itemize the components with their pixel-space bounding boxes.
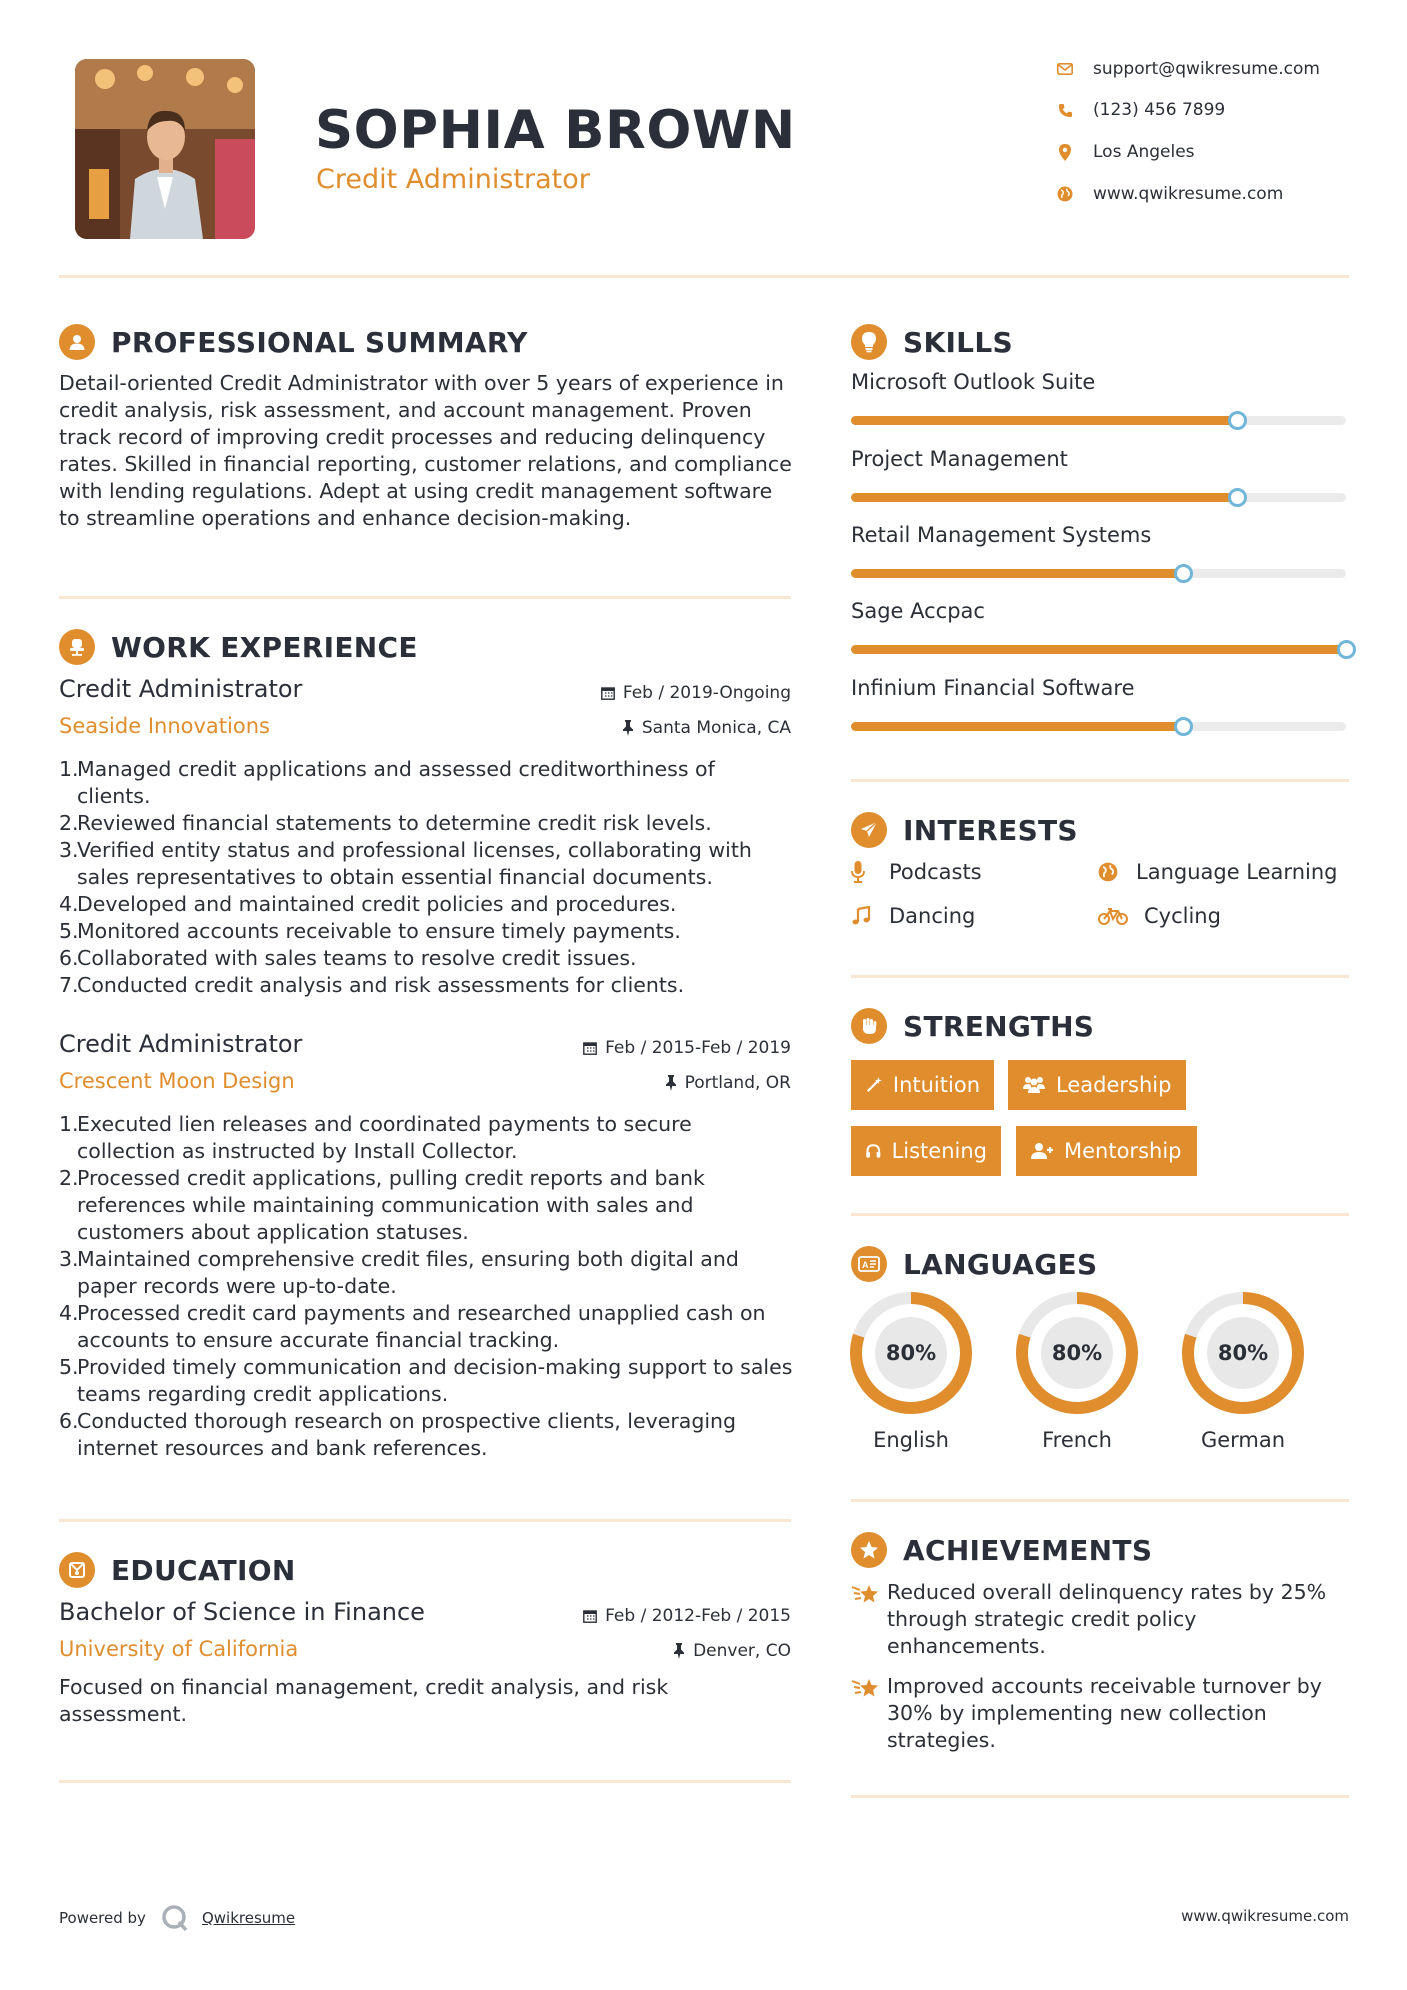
achievement-item (851, 1673, 1349, 1754)
languages-divider (851, 1499, 1349, 1502)
languages-title: LANGUAGES (903, 1247, 1098, 1281)
education-divider (59, 1780, 791, 1783)
candidate-role: Credit Administrator (316, 164, 590, 195)
calendar-icon (583, 1041, 597, 1055)
interest-item (1098, 904, 1221, 928)
job-2-dates-text: Feb / 2015-Feb / 2019 (605, 1038, 791, 1058)
headphones-icon (865, 1141, 882, 1161)
job-1-location-text: Santa Monica, CA (641, 718, 791, 738)
interests-title: INTERESTS (903, 813, 1078, 847)
languages-heading (851, 1246, 1097, 1282)
job-2-company: Crescent Moon Design (59, 1069, 295, 1093)
strength-label: Mentorship (1064, 1139, 1182, 1163)
job-2-title: Credit Administrator (59, 1030, 303, 1058)
education-location-text: Denver, CO (693, 1641, 791, 1661)
skill-label: Sage Accpac (851, 599, 985, 623)
strength-label: Intuition (892, 1073, 980, 1097)
powered-by-text: Powered by (59, 1909, 146, 1927)
strengths-heading (851, 1008, 1094, 1044)
list-item: 2. Reviewed financial statements to determine credit risk levels. (59, 811, 712, 835)
list-item: 1. Executed lien releases and coordinated payments to secure collection as instructed by Install Collector. (59, 1112, 692, 1163)
skill-label: Retail Management Systems (851, 523, 1152, 547)
education-title: EDUCATION (111, 1553, 296, 1587)
education-school: University of California (59, 1637, 299, 1661)
language-gauge (849, 1291, 973, 1415)
interests-heading (851, 812, 1078, 848)
skill-bar-handle (1174, 564, 1193, 583)
envelope-icon (1055, 59, 1075, 79)
user-icon (59, 324, 95, 360)
language-gauge (1181, 1291, 1305, 1415)
list-item: 6. Collaborated with sales teams to resolve credit issues. (59, 946, 637, 970)
footer-powered (59, 1903, 295, 1933)
candidate-name: SOPHIA BROWN (315, 100, 796, 161)
contact-phone[interactable] (1055, 98, 1225, 122)
contact-website[interactable] (1055, 182, 1283, 206)
job-1-title: Credit Administrator (59, 675, 303, 703)
job-1-dates (601, 683, 791, 703)
strength-tag (851, 1060, 994, 1110)
contact-location-text: Los Angeles (1093, 142, 1195, 162)
summary-divider (59, 596, 791, 599)
list-item: 7. Conducted credit analysis and risk assessments for clients. (59, 973, 685, 997)
contact-location (1055, 140, 1195, 164)
language-name: German (1200, 1428, 1286, 1452)
skill-bar-handle (1228, 411, 1247, 430)
qwikresume-link[interactable]: Qwikresume (201, 1909, 296, 1927)
shooting-star-icon (851, 1581, 887, 1611)
profile-photo (75, 59, 255, 239)
paper-plane-icon (851, 812, 887, 848)
summary-text: Detail-oriented Credit Administrator with over 5 years of experience in credit analysis, risk assessment, and account management. Proven track record of improving credit processes and reducing delinquency rates. Skilled in financial reporting, customer relations, and compliance with lending regulations. Adept at using credit management software to streamline operations and enhance decision-making. (59, 371, 792, 530)
strength-tag (1008, 1060, 1186, 1110)
list-item: 4. Developed and maintained credit policies and procedures. (59, 892, 677, 916)
calendar-icon (583, 1609, 597, 1623)
globe-icon (1055, 184, 1075, 204)
user-plus-icon (1030, 1141, 1054, 1161)
skill-bar (851, 416, 1346, 425)
education-dates-text: Feb / 2012-Feb / 2015 (605, 1606, 791, 1626)
fist-icon (851, 1008, 887, 1044)
users-icon (1022, 1075, 1046, 1095)
interest-label: Podcasts (889, 860, 982, 884)
job-1-dates-text: Feb / 2019-Ongoing (622, 683, 791, 703)
language-card-icon (851, 1246, 887, 1282)
music-note-icon (851, 904, 879, 928)
interest-item (851, 860, 982, 884)
svg-text:A: A (862, 1260, 869, 1270)
experience-title: WORK EXPERIENCE (111, 630, 418, 664)
skill-label: Microsoft Outlook Suite (851, 370, 1096, 394)
globe-icon (1098, 860, 1126, 884)
job-1-bullets (59, 756, 794, 999)
achievement-text: Improved accounts receivable turnover by 30% by implementing new collection strategies. (887, 1674, 1322, 1752)
list-item: 5. Monitored accounts receivable to ensure timely payments. (59, 919, 681, 943)
skill-label: Infinium Financial Software (851, 676, 1135, 700)
job-1-company: Seaside Innovations (59, 714, 270, 738)
skill-bar-handle (1228, 488, 1247, 507)
pushpin-icon (673, 1643, 685, 1659)
graduation-icon (59, 1552, 95, 1588)
job-2-location-text: Portland, OR (684, 1073, 791, 1093)
strength-label: Listening (891, 1139, 987, 1163)
briefcase-chair-icon (59, 629, 95, 665)
footer-site[interactable]: www.qwikresume.com (1181, 1907, 1349, 1925)
summary-heading (59, 324, 528, 360)
qwikresume-logo-icon (160, 1903, 190, 1933)
language-percent: 80% (875, 1317, 947, 1389)
list-item: 5. Provided timely communication and decision-making support to sales teams regarding credit applications. (59, 1355, 793, 1406)
bicycle-icon (1098, 904, 1134, 928)
job-2-dates (583, 1038, 791, 1058)
experience-heading (59, 629, 418, 665)
pushpin-icon (665, 1075, 677, 1091)
skills-divider (851, 779, 1349, 782)
list-item: 1. Managed credit applications and assessed creditworthiness of clients. (59, 757, 715, 808)
language-name: French (1042, 1428, 1112, 1452)
interest-item (851, 904, 975, 928)
strengths-divider (851, 1213, 1349, 1216)
star-badge-icon (851, 1532, 887, 1568)
skill-label: Project Management (851, 447, 1068, 471)
microphone-icon (851, 860, 879, 884)
job-2-bullets (59, 1111, 794, 1462)
strength-tag (851, 1126, 1001, 1176)
achievement-text: Reduced overall delinquency rates by 25% through strategic credit policy enhancements. (887, 1580, 1327, 1658)
skill-bar (851, 569, 1346, 578)
skill-bar (851, 645, 1346, 654)
contact-phone-text: (123) 456 7899 (1093, 100, 1226, 120)
skills-title: SKILLS (903, 325, 1013, 359)
calendar-icon (601, 686, 615, 700)
skill-bar-fill (851, 722, 1183, 731)
contact-email[interactable] (1055, 57, 1320, 81)
education-degree: Bachelor of Science in Finance (59, 1598, 425, 1626)
contact-website-text: www.qwikresume.com (1093, 184, 1284, 204)
skill-bar-fill (851, 569, 1183, 578)
list-item: 3. Maintained comprehensive credit files, ensuring both digital and paper records were up-to-date. (59, 1247, 739, 1298)
pushpin-icon (622, 720, 634, 736)
interest-label: Language Learning (1136, 860, 1338, 884)
strength-tag (1016, 1126, 1197, 1176)
list-item: 6. Conducted thorough research on prospective clients, leveraging internet resources and bank references. (59, 1409, 737, 1460)
map-pin-icon (1055, 142, 1075, 162)
list-item: 2. Processed credit applications, pulling credit reports and bank references while maintaining communication with sales and customers about application statuses. (59, 1166, 705, 1244)
skill-bar-handle (1174, 717, 1193, 736)
education-dates (583, 1606, 791, 1626)
experience-divider (59, 1519, 791, 1522)
education-description: Focused on financial management, credit analysis, and risk assessment. (59, 1675, 669, 1726)
list-item: 4. Processed credit card payments and researched unapplied cash on accounts to ensure accurate financial tracking. (59, 1301, 766, 1352)
interests-divider (851, 975, 1349, 978)
magic-wand-icon (865, 1075, 883, 1095)
education-location (673, 1641, 791, 1661)
achievements-heading (851, 1532, 1152, 1568)
language-name: English (873, 1428, 949, 1452)
header-divider (59, 275, 1349, 278)
summary-title: PROFESSIONAL SUMMARY (111, 325, 528, 359)
shooting-star-icon (851, 1675, 887, 1705)
achievements-divider (851, 1795, 1349, 1798)
strengths-title: STRENGTHS (903, 1009, 1095, 1043)
strength-label: Leadership (1056, 1073, 1172, 1097)
language-percent: 80% (1207, 1317, 1279, 1389)
skill-bar-handle (1337, 640, 1356, 659)
lightbulb-icon (851, 324, 887, 360)
list-item: 3. Verified entity status and professional licenses, collaborating with sales representatives to obtain essential financial documents. (59, 838, 752, 889)
skill-bar-fill (851, 416, 1237, 425)
skill-bar-fill (851, 645, 1346, 654)
interest-label: Dancing (889, 904, 976, 928)
education-heading (59, 1552, 296, 1588)
interest-label: Cycling (1144, 904, 1221, 928)
achievement-item (851, 1579, 1349, 1660)
contact-email-text: support@qwikresume.com (1093, 59, 1320, 79)
skill-bar-fill (851, 493, 1237, 502)
job-2-location (665, 1073, 791, 1093)
phone-icon (1055, 100, 1075, 120)
skills-heading (851, 324, 1013, 360)
skill-bar (851, 493, 1346, 502)
skill-bar (851, 722, 1346, 731)
job-1-location (622, 718, 791, 738)
interest-item (1098, 860, 1337, 884)
achievements-title: ACHIEVEMENTS (903, 1533, 1153, 1567)
language-gauge (1015, 1291, 1139, 1415)
language-percent: 80% (1041, 1317, 1113, 1389)
